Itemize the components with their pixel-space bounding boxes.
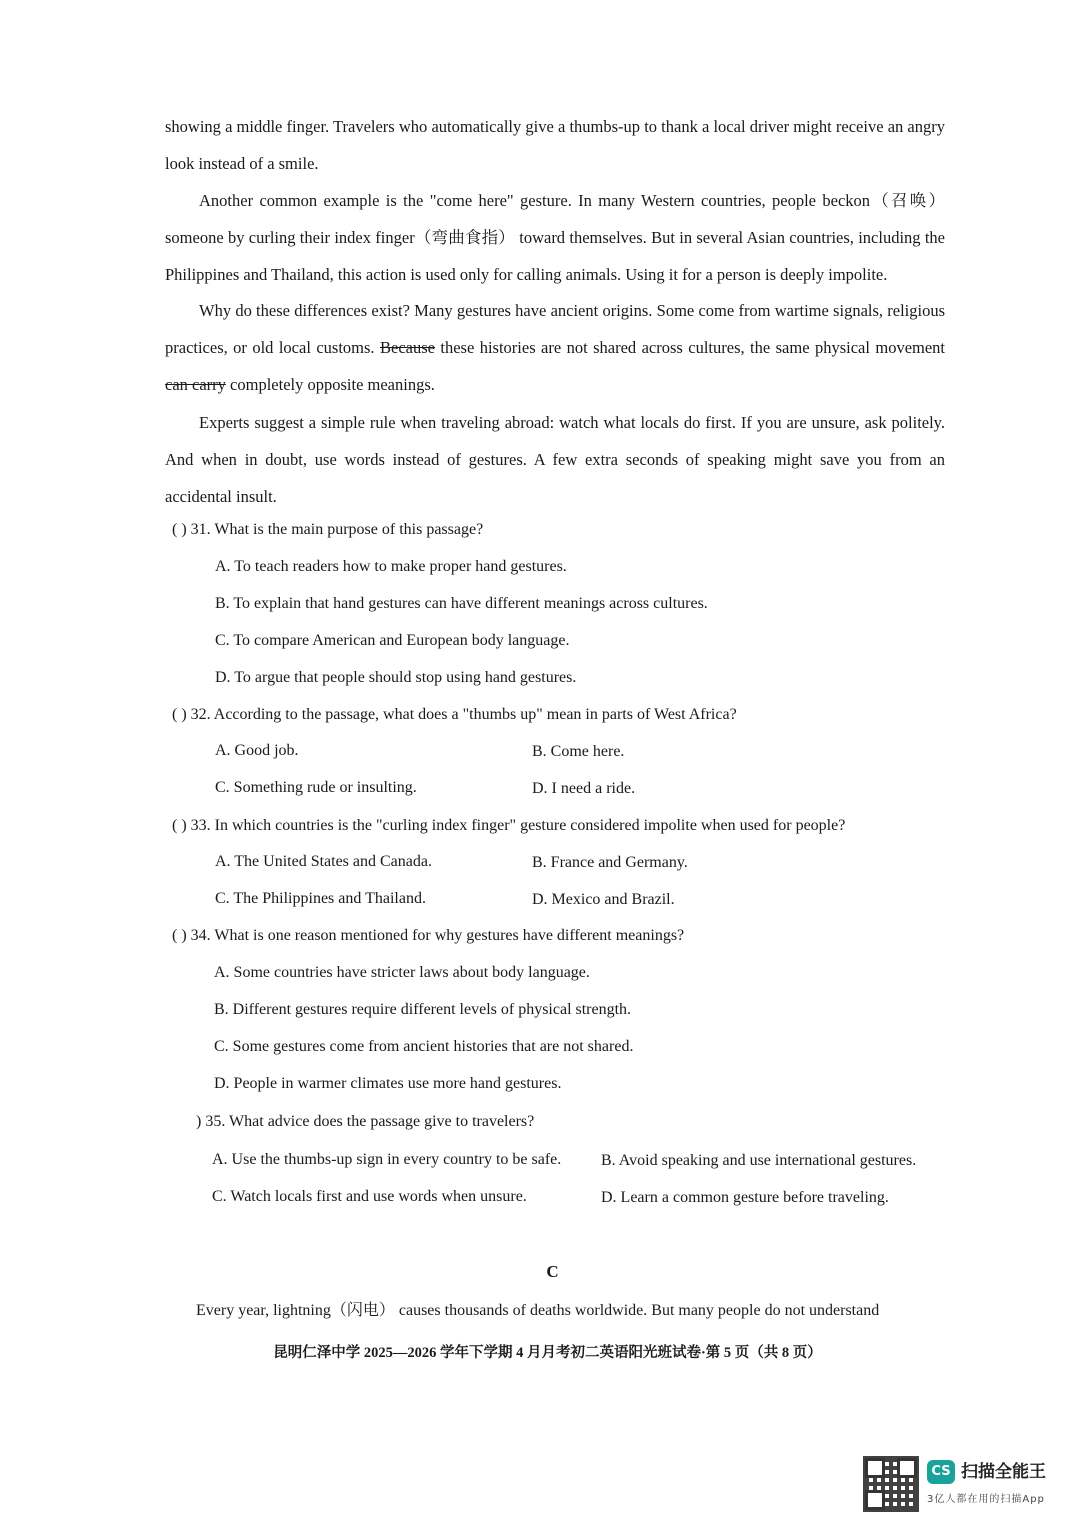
section-heading: C: [546, 1262, 559, 1281]
question-34: [172, 924, 952, 948]
option-34-c: C. Some gestures come from ancient histories that are not shared.: [214, 1038, 634, 1055]
scanner-tagline: 3亿人都在用的扫描App: [927, 1494, 1045, 1505]
camscanner-logo-icon: CS: [927, 1460, 955, 1484]
paragraph-3-text-c: completely opposite meanings.: [225, 375, 435, 394]
option-33-a: A. The United States and Canada.: [215, 853, 432, 870]
option-35-b: B. Avoid speaking and use international gestures.: [601, 1152, 917, 1169]
option-35-a: A. Use the thumbs-up sign in every country to be safe.: [212, 1151, 562, 1168]
option-35-c: C. Watch locals first and use words when unsure.: [212, 1188, 527, 1205]
option-34-d: D. People in warmer climates use more hand gestures.: [214, 1075, 562, 1092]
question-31: [172, 518, 952, 542]
answer-bracket[interactable]: ( ): [172, 927, 187, 944]
section-c-first-line: Every year, lightning（闪电） causes thousands of deaths worldwide. But many people do not understand: [196, 1302, 880, 1319]
option-32-c: C. Something rude or insulting.: [215, 779, 417, 796]
passage-paragraph-1: showing a middle finger. Travelers who automatically give a thumbs-up to thank a local driver might receive an angry look instead of a smile.: [165, 117, 945, 173]
answer-bracket[interactable]: ): [196, 1113, 202, 1130]
question-stem: 31. What is the main purpose of this passage?: [190, 521, 484, 538]
answer-bracket[interactable]: ( ): [172, 817, 187, 834]
paragraph-3-text-a: Why do these differences exist? Many gestures have ancient origins. Some come from wartime signals, religious practices, or old local customs.: [165, 301, 945, 357]
qr-code-icon: [865, 1458, 917, 1510]
question-33: [172, 814, 952, 838]
option-33-d: D. Mexico and Brazil.: [532, 891, 675, 908]
option-32-d: D. I need a ride.: [532, 780, 636, 797]
paragraph-3-text-b: these histories are not shared across cultures, the same physical movement: [434, 338, 946, 357]
question-stem: 34. What is one reason mentioned for why gestures have different meanings?: [190, 927, 685, 944]
option-34-b: B. Different gestures require different levels of physical strength.: [214, 1001, 632, 1018]
question-stem: 33. In which countries is the "curling index finger" gesture considered impolite when used for people?: [190, 817, 846, 834]
option-32-b: B. Come here.: [532, 743, 625, 760]
passage-paragraph-2: Another common example is the "come here" gesture. In many Western countries, people beckon（召唤）someone by curling their index finger（弯曲食指） toward themselves. But in several Asian countries, including the Philippines and Thailand, this action is used only for calling animals. Using it for a person is deeply impolite.: [165, 191, 945, 284]
option-31-d: D. To argue that people should stop using hand gestures.: [215, 669, 577, 686]
question-stem: 35. What advice does the passage give to travelers?: [205, 1113, 535, 1130]
answer-bracket[interactable]: ( ): [172, 706, 187, 723]
option-34-a: A. Some countries have stricter laws about body language.: [214, 964, 590, 981]
struck-phrase: can carry: [165, 375, 226, 394]
page-footer: 昆明仁泽中学 2025—2026 学年下学期 4 月月考初二英语阳光班试卷·第 5 页（共 8 页）: [273, 1345, 822, 1361]
option-35-d: D. Learn a common gesture before traveling.: [601, 1189, 889, 1206]
passage-paragraph-4: Experts suggest a simple rule when traveling abroad: watch what locals do first. If you are unsure, ask politely. And when in doubt, use words instead of gestures. A few extra seconds of speaking might save you from an accidental insult.: [165, 413, 945, 506]
option-32-a: A. Good job.: [215, 742, 299, 759]
question-35: [196, 1110, 976, 1134]
passage-paragraph-3: [165, 292, 945, 403]
struck-word: Because: [379, 338, 435, 357]
option-33-c: C. The Philippines and Thailand.: [215, 890, 426, 907]
answer-bracket[interactable]: ( ): [172, 521, 187, 538]
option-33-b: B. France and Germany.: [532, 854, 688, 871]
option-31-a: A. To teach readers how to make proper hand gestures.: [215, 558, 567, 575]
scanner-brand: 扫描全能王: [961, 1462, 1046, 1482]
question-stem: 32. According to the passage, what does a "thumbs up" mean in parts of West Africa?: [190, 706, 737, 723]
option-31-c: C. To compare American and European body language.: [215, 632, 570, 649]
question-32: [172, 703, 952, 727]
option-31-b: B. To explain that hand gestures can have different meanings across cultures.: [215, 595, 708, 612]
